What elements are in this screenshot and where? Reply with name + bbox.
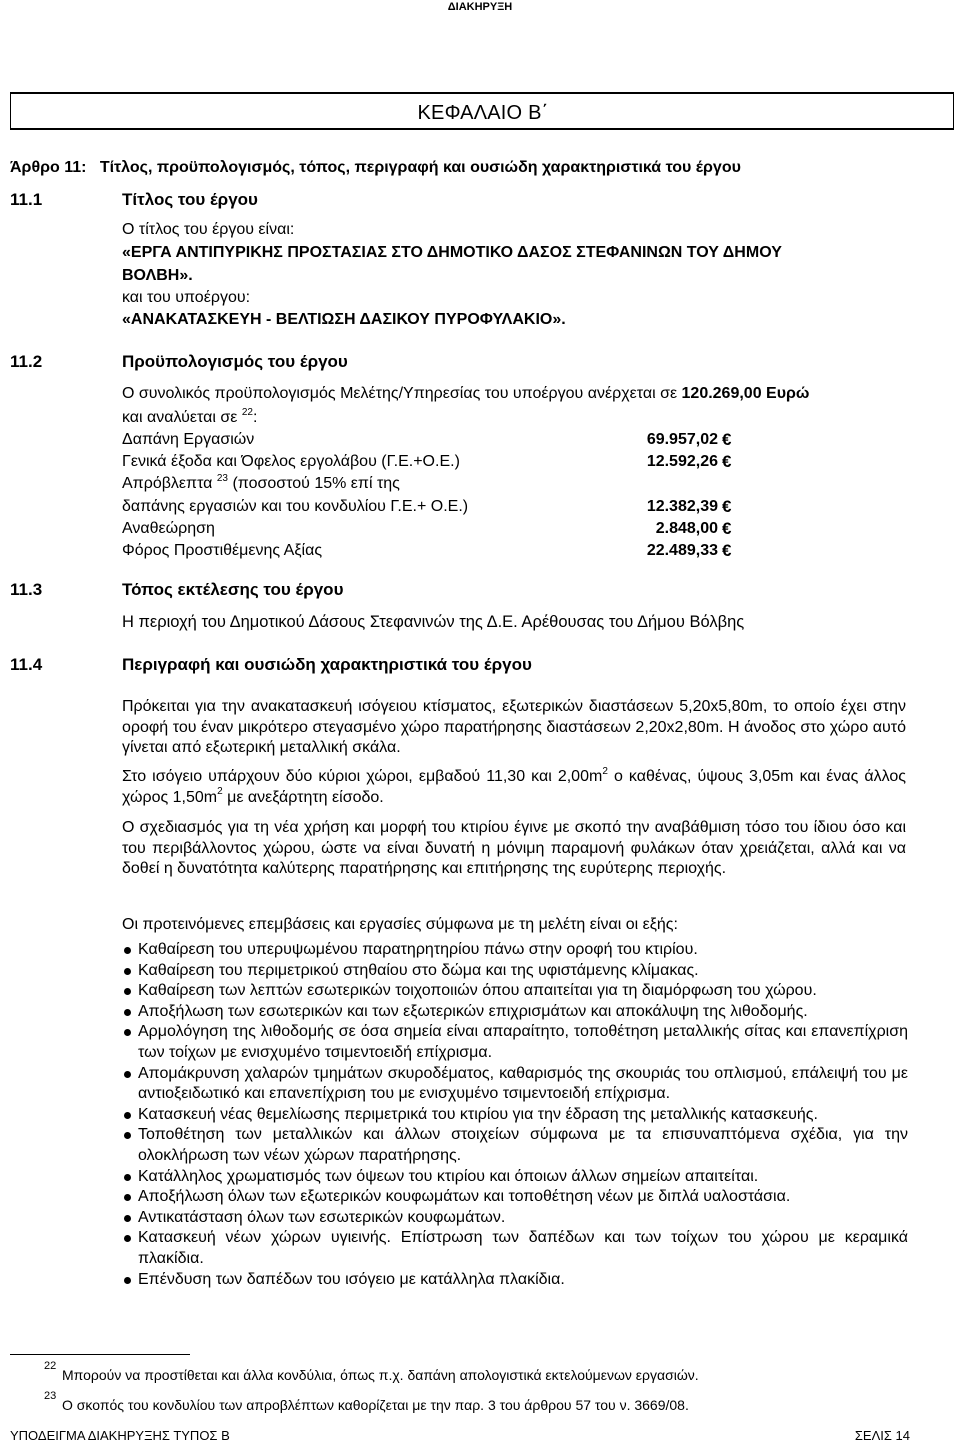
list-item-text: Καθαίρεση των λεπτών εσωτερικών τοιχοποιιών όπου απαιτείται για τη διαμόρφωση του χώρου. — [138, 982, 817, 1000]
footnote-number: 22 — [44, 1360, 57, 1372]
chapter-box — [10, 92, 954, 130]
article-title: Τίτλος, προϋπολογισμός, τόπος, περιγραφή και ουσιώδη χαρακτηριστικά του έργου — [99, 159, 741, 176]
superscript-2: 2 — [602, 765, 608, 777]
bullet-icon — [124, 988, 131, 995]
breakdown-text: και αναλύεται σε — [122, 409, 242, 426]
para2-part-c: με ανεξάρτητη είσοδο. — [222, 788, 384, 806]
description-paragraph-3: Ο σχεδιασμός για τη νέα χρήση και μορφή του κτιρίου έγινε με σκοπό την αναβάθμιση τόσο του ίδιου όσο και του περιβάλλοντος χώρου, ώστε να είναι δυνατή η μόνιμη παραμονή φυλάκων όταν χρειάζεται, αλλά και να δοθεί η δυνατότητα καλύτερης παρατήρησης και επιτήρησης της ευρύτερης περιοχής. — [122, 819, 906, 877]
footnote-number: 23 — [44, 1390, 57, 1402]
bullet-icon — [124, 1277, 131, 1284]
bullet-icon — [124, 947, 131, 954]
budget-total-line — [122, 384, 809, 404]
list-item — [122, 1167, 908, 1188]
footnote-text: Ο σκοπός του κονδυλίου των απροβλέπτων καθορίζεται με την παρ. 3 του άρθρου 57 του ν. 3669/08. — [62, 1397, 689, 1413]
footnote-ref-22: 22 — [241, 406, 253, 418]
list-item — [122, 1002, 908, 1023]
article-heading — [10, 158, 741, 178]
contingency-label: Απρόβλεπτα — [122, 475, 217, 492]
list-item-text: Κατασκευή νέων χώρων υγιεινής. Επίστρωση των δαπέδων και των τοίχων του χώρου με κεραμικά πλακίδια. — [138, 1229, 908, 1267]
contingency-label-rest: (ποσοστού 15% επί της — [228, 475, 400, 492]
euro-icon: € — [722, 519, 732, 538]
section-11-1-number: 11.1 — [10, 190, 43, 209]
list-item — [122, 961, 908, 982]
section-11-1-heading: Τίτλος του έργου — [122, 190, 258, 209]
bullet-icon — [124, 1215, 131, 1222]
section-11-4-heading: Περιγραφή και ουσιώδη χαρακτηριστικά του έργου — [122, 655, 532, 674]
budget-item-label: Γενικά έξοδα και Όφελος εργολάβου (Γ.Ε.+Ο.Ε.) — [122, 453, 460, 470]
list-item-text: Καθαίρεση του υπερυψωμένου παρατηρητηρίου πάνω στην οροφή του κτιρίου. — [138, 941, 698, 958]
budget-item-value: 12.592,26 — [646, 453, 718, 470]
bullet-icon — [124, 1174, 131, 1181]
budget-item-label: Δαπάνη Εργασιών — [122, 431, 255, 448]
list-item — [122, 1064, 908, 1105]
running-header: ΔΙΑΚΗΡΥΞΗ — [447, 1, 513, 13]
list-item — [122, 1208, 908, 1229]
project-title-line-2: ΒΟΛΒΗ». — [122, 267, 193, 284]
bullet-icon — [124, 1029, 131, 1036]
works-list — [122, 940, 908, 1290]
description-paragraph-4: Οι προτεινόμενες επεμβάσεις και εργασίες σύμφωνα με τη μελέτη είναι οι εξής: — [122, 916, 678, 933]
bullet-icon — [124, 1112, 131, 1119]
project-title-line-1: «ΕΡΓΑ ΑΝΤΙΠΥΡΙΚΗΣ ΠΡΟΣΤΑΣΙΑΣ ΣΤΟ ΔΗΜΟΤΙΚΟ ΔΑΣΟΣ ΣΤΕΦΑΝΙΝΩΝ ΤΟΥ ΔΗΜΟΥ — [122, 244, 782, 261]
bullet-icon — [124, 1071, 131, 1078]
list-item-text: Αντικατάσταση όλων των εσωτερικών κουφωμάτων. — [138, 1208, 506, 1226]
budget-item-value: 12.382,39 — [646, 498, 718, 515]
budget-item-value: 2.848,00 — [655, 520, 718, 537]
budget-item-label: Αναθεώρηση — [122, 520, 215, 537]
section-11-3-number: 11.3 — [10, 580, 43, 599]
section-11-2-number: 11.2 — [10, 352, 43, 371]
list-item-text: Κατάλληλος χρωματισμός των όψεων του κτιρίου και όποιων άλλων σημείων απαιτείται. — [138, 1167, 759, 1185]
footnote-ref-23: 23 — [216, 472, 228, 484]
list-item-text: Κατασκευή νέας θεμελίωσης περιμετρικά του κτιρίου για την έδραση της μεταλλικής κατασκευής. — [138, 1105, 818, 1123]
budget-total-amount: 120.269,00 Ευρώ — [681, 385, 810, 402]
bullet-icon — [124, 1235, 131, 1242]
bullet-icon — [124, 1194, 131, 1201]
breakdown-colon: : — [252, 409, 258, 426]
budget-item-value: 22.489,33 — [646, 542, 718, 559]
section-11-4-number: 11.4 — [10, 655, 43, 674]
project-title-intro: Ο τίτλος του έργου είναι: — [122, 221, 295, 238]
euro-icon: € — [722, 497, 732, 516]
list-item-text: Τοποθέτηση των μεταλλικών και άλλων στοιχείων σύμφωνα με τα επισυναπτόμενα σχέδια, για την ολοκλήρωση των νέων χώρων παρατήρησης. — [138, 1126, 908, 1164]
bullet-icon — [124, 968, 131, 975]
subproject-intro: και του υποέργου: — [122, 289, 251, 306]
budget-total-text: Ο συνολικός προϋπολογισμός Μελέτης/Υπηρεσίας του υποέργου ανέρχεται σε — [122, 385, 682, 402]
bullet-icon — [124, 1132, 131, 1139]
list-item — [122, 981, 908, 1002]
description-paragraph-2 — [122, 767, 906, 808]
section-11-2-heading: Προϋπολογισμός του έργου — [122, 352, 348, 371]
footnote-text: Μπορούν να προστίθεται και άλλα κονδύλια, όπως π.χ. δαπάνη απολογιστικά εκτελούμενων εργασιών. — [62, 1367, 699, 1383]
article-label: Άρθρο 11: — [10, 159, 87, 176]
section-11-3-heading: Τόπος εκτέλεσης του έργου — [122, 580, 344, 599]
budget-item-label: Φόρος Προστιθέμενης Αξίας — [122, 542, 323, 559]
list-item — [122, 1125, 908, 1166]
location-text: Η περιοχή του Δημοτικού Δάσους Στεφανινών της Δ.Ε. Αρέθουσας του Δήμου Βόλβης — [122, 613, 745, 631]
footer-page-number: ΣΕΛΙΣ 14 — [854, 1428, 910, 1443]
list-item-text: Καθαίρεση του περιμετρικού στηθαίου στο δώμα και της υφιστάμενης κλίμακας. — [138, 961, 699, 979]
list-item — [122, 1105, 908, 1126]
description-paragraph-1: Πρόκειται για την ανακατασκευή ισόγειου κτίσματος, εξωτερικών διαστάσεων 5,20x5,80m, το οποίο έχει στην οροφή του έναν μικρότερο στεγασμένο χώρο παρατήρησης διαστάσεων 2,20x2,80m. Η άνοδος στο χώρο αυτό γίνεται από εξωτερική μεταλλική σκάλα. — [122, 698, 906, 756]
para2-part-b: ο καθένας, ύψους 3,05m και ένας άλλος χώρος 1,50m — [122, 768, 907, 806]
budget-breakdown-intro — [122, 408, 257, 428]
budget-item-label — [122, 474, 400, 494]
list-item — [122, 1187, 908, 1208]
euro-icon: € — [722, 430, 732, 449]
list-item-text: Απομάκρυνση χαλαρών τμημάτων σκυροδέματος, καθαρισμός της σκουριάς του οπλισμού, επάλειψή του με αντιοξειδωτικό και επανεπίχριση του με ενισχυμένο τσιμεντοειδή επίχρισμα. — [138, 1064, 908, 1103]
list-item-text: Αρμολόγηση της λιθοδομής σε όσα σημεία είναι απαραίτητο, τοποθέτηση μεταλλικής σίτας και επανεπίχριση των τοίχων με ενισχυμένο τσιμεντοειδή επίχρισμα. — [138, 1023, 908, 1061]
subproject-title: «ΑΝΑΚΑΤΑΣΚΕΥΗ - ΒΕΛΤΙΩΣΗ ΔΑΣΙΚΟΥ ΠΥΡΟΦΥΛΑΚΙΟ». — [122, 311, 566, 328]
list-item — [122, 1228, 908, 1269]
para2-part-a: Στο ισόγειο υπάρχουν δύο κύριοι χώροι, εμβαδού 11,30 και 2,00m — [122, 768, 603, 785]
list-item-text: Αποξήλωση των εσωτερικών και των εξωτερικών επιχρισμάτων και αποκάλυψη της λιθοδομής. — [138, 1002, 808, 1020]
footer-document-type: ΥΠΟΔΕΙΓΜΑ ΔΙΑΚΗΡΥΞΗΣ ΤΥΠΟΣ Β — [10, 1428, 230, 1443]
chapter-title: ΚΕΦΑΛΑΙΟ Β΄ — [417, 102, 549, 124]
footnote-divider — [10, 1354, 190, 1355]
list-item — [122, 940, 908, 961]
list-item — [122, 1022, 908, 1063]
euro-icon: € — [722, 541, 732, 560]
list-item — [122, 1270, 908, 1291]
euro-icon: € — [722, 452, 732, 471]
bullet-icon — [124, 1009, 131, 1016]
list-item-text: Επένδυση των δαπέδων του ισόγειο με κατάλληλα πλακίδια. — [138, 1270, 565, 1288]
budget-item-label-cont: δαπάνης εργασιών και του κονδυλίου Γ.Ε.+ Ο.Ε.) — [122, 498, 469, 515]
list-item-text: Αποξήλωση όλων των εξωτερικών κουφωμάτων και τοποθέτηση νέων με διπλά υαλοστάσια. — [138, 1188, 791, 1206]
budget-item-value: 69.957,02 — [646, 431, 718, 448]
superscript-2: 2 — [217, 786, 223, 798]
